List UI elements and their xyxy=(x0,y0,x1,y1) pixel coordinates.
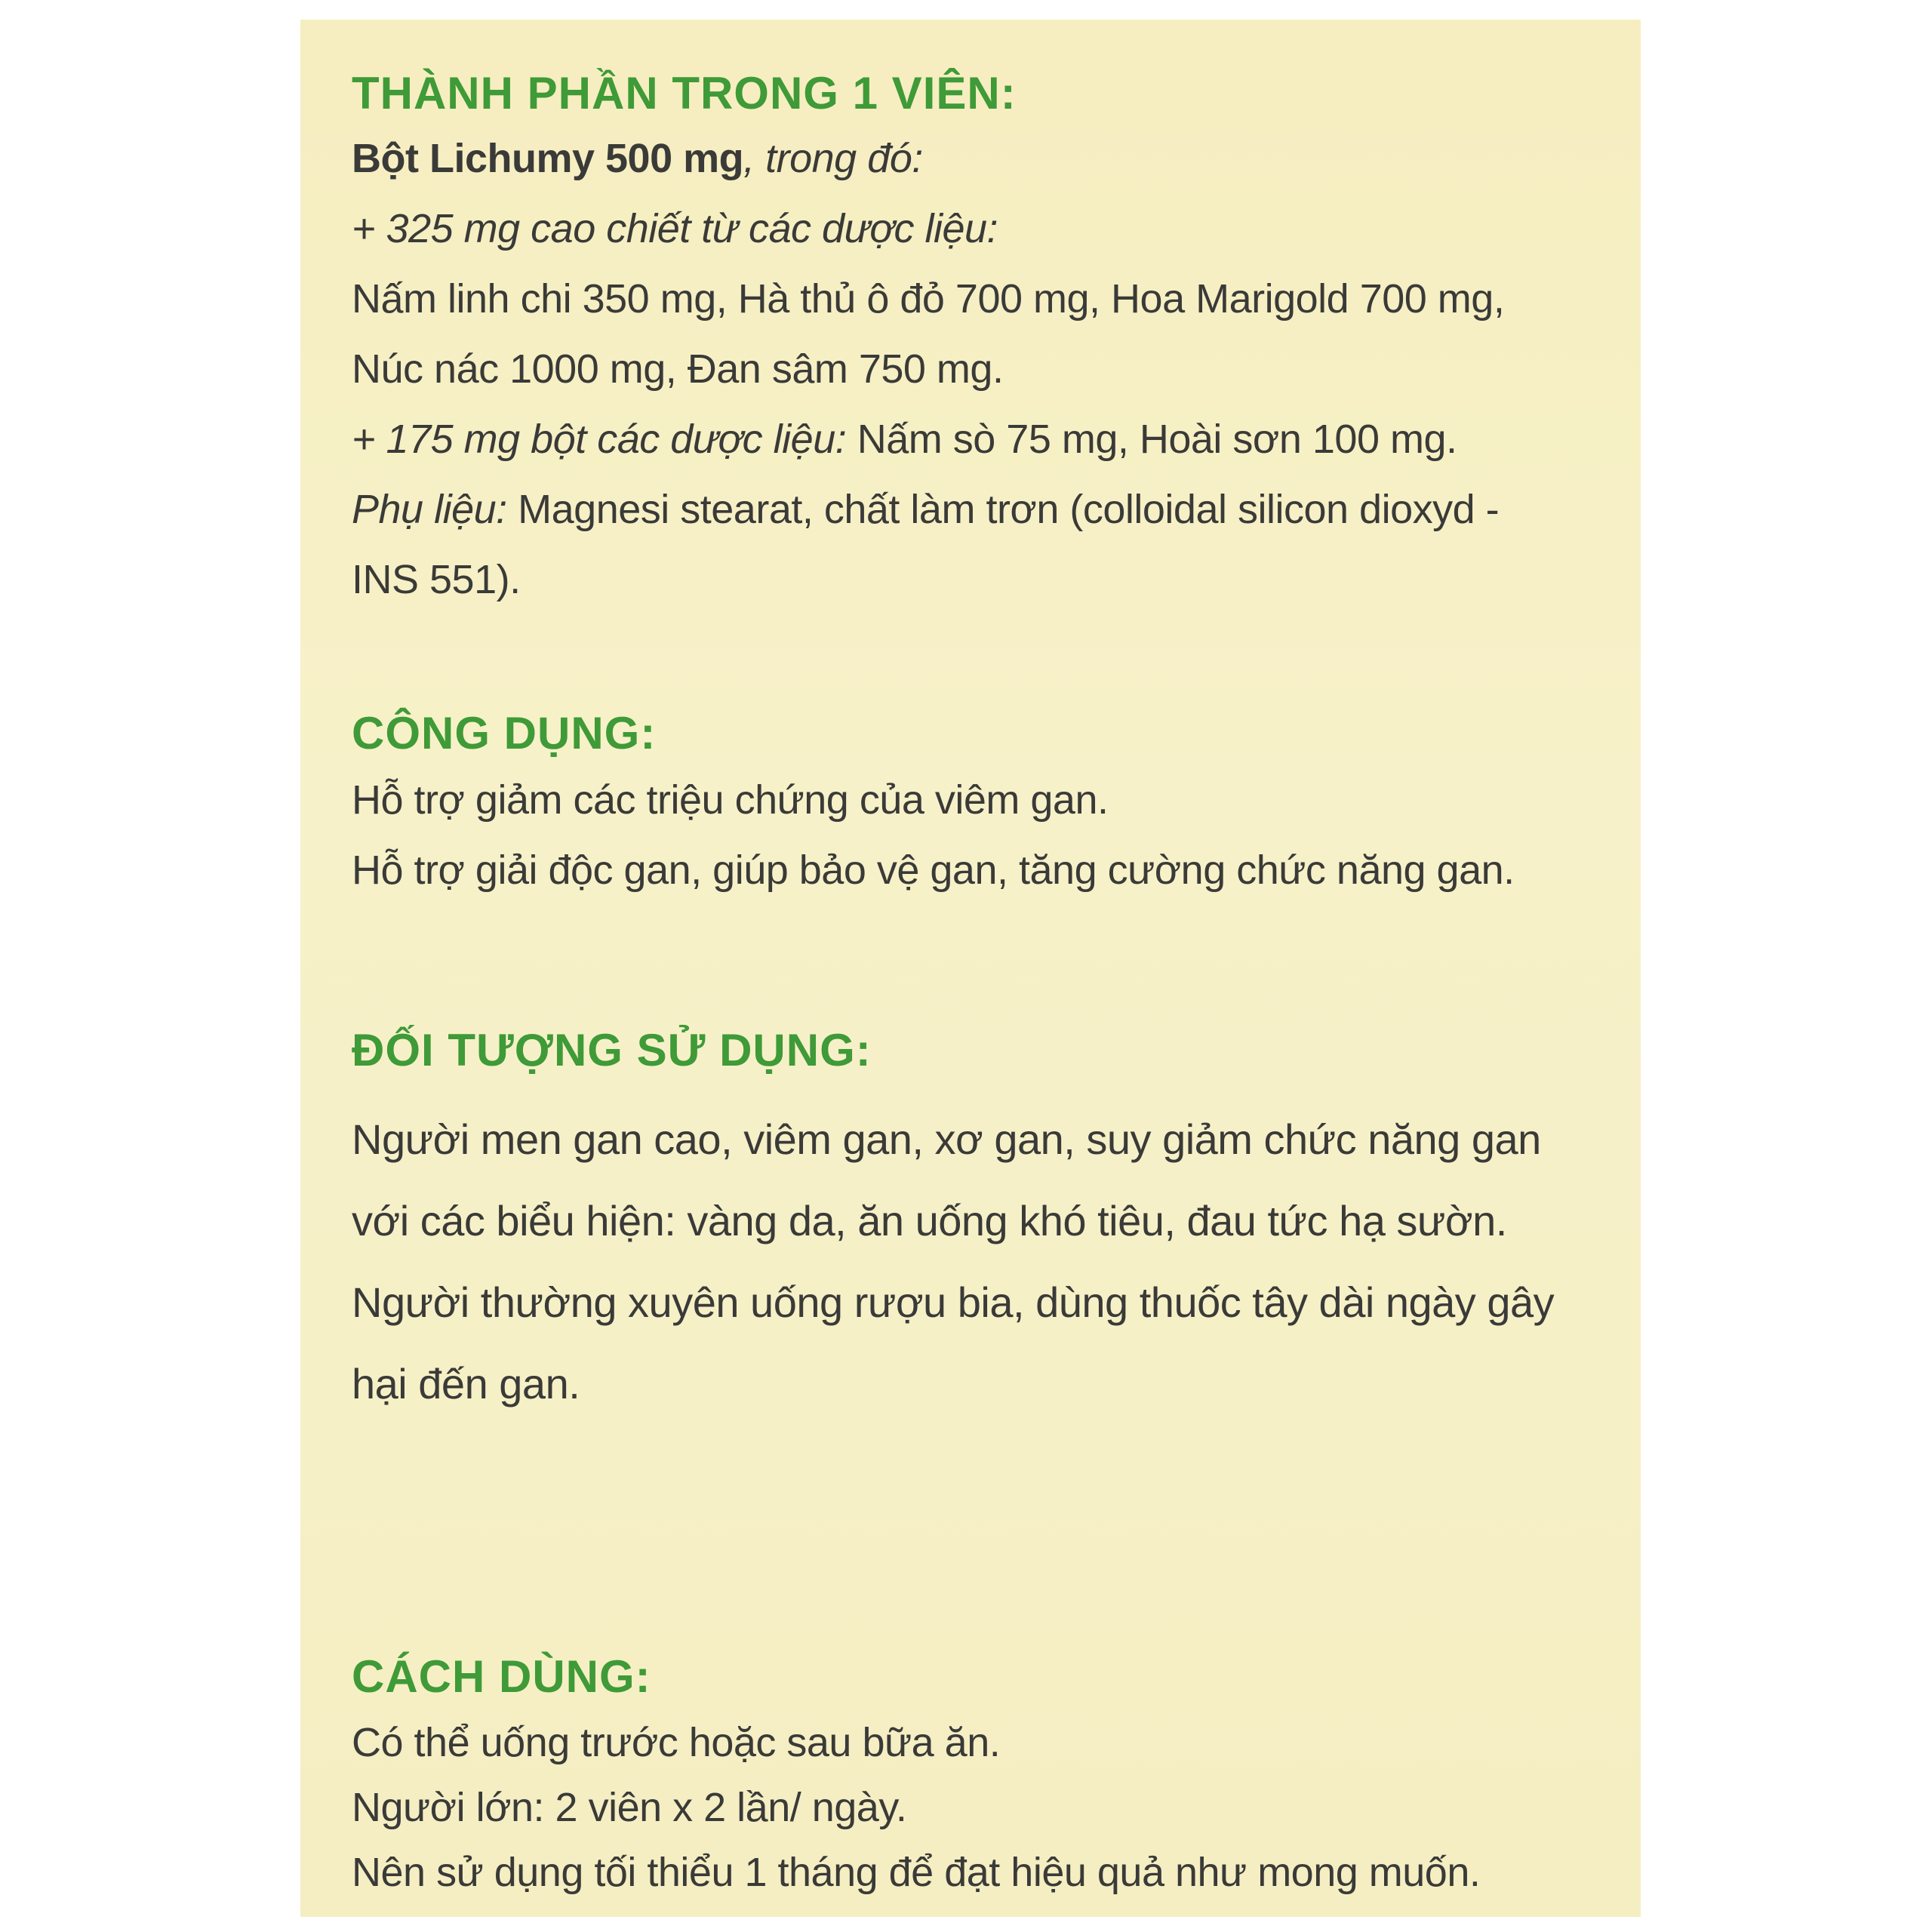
target-users-body xyxy=(352,1099,1623,1425)
ingredient-line: Núc nác 1000 mg, Đan sâm 750 mg. xyxy=(352,346,1004,392)
usage-line: Nên sử dụng tối thiểu 1 tháng để đạt hiệu quả như mong muốn. xyxy=(352,1850,1481,1895)
usage-body xyxy=(352,1710,1623,1905)
uses-line: Hỗ trợ giải độc gan, giúp bảo vệ gan, tăng cường chức năng gan. xyxy=(352,848,1515,893)
ingredient-line xyxy=(352,475,1623,545)
usage-line: Có thể uống trước hoặc sau bữa ăn. xyxy=(352,1720,1001,1765)
ingredient-note: , trong đó: xyxy=(743,136,923,181)
ingredients-body xyxy=(352,124,1623,615)
ingredient-line xyxy=(352,124,1623,194)
main-ingredient: Bột Lichumy 500 mg xyxy=(352,136,744,181)
target-line: hại đến gan. xyxy=(352,1360,580,1407)
uses-body xyxy=(352,765,1623,906)
ingredients-section xyxy=(352,66,1623,615)
target-users-heading: ĐỐI TƯỢNG SỬ DỤNG: xyxy=(352,1025,872,1075)
target-line: Người thường xuyên uống rượu bia, dùng thuốc tây dài ngày gây xyxy=(352,1278,1555,1326)
uses-heading: CÔNG DỤNG: xyxy=(352,708,657,758)
target-line: với các biểu hiện: vàng da, ăn uống khó tiêu, đau tức hạ sườn. xyxy=(352,1197,1507,1244)
uses-line: Hỗ trợ giảm các triệu chứng của viêm gan. xyxy=(352,777,1109,823)
ingredient-subheading: + 175 mg bột các dược liệu: xyxy=(352,417,847,462)
usage-section xyxy=(352,1650,1623,1905)
ingredient-line: INS 551). xyxy=(352,557,521,602)
target-line: Người men gan cao, viêm gan, xơ gan, suy giảm chức năng gan xyxy=(352,1115,1541,1163)
usage-line: Người lớn: 2 viên x 2 lần/ ngày. xyxy=(352,1785,907,1830)
ingredient-line xyxy=(352,405,1623,475)
uses-section xyxy=(352,706,1623,906)
ingredients-heading: THÀNH PHẦN TRONG 1 VIÊN: xyxy=(352,68,1017,118)
product-info-panel xyxy=(300,20,1641,1917)
excipients-detail: Magnesi stearat, chất làm trơn (colloidal silicon dioxyd - xyxy=(506,487,1500,532)
ingredient-line: Nấm linh chi 350 mg, Hà thủ ô đỏ 700 mg, Hoa Marigold 700 mg, xyxy=(352,276,1505,321)
excipients-label: Phụ liệu: xyxy=(352,487,507,532)
ingredient-line: + 325 mg cao chiết từ các dược liệu: xyxy=(352,206,998,251)
target-users-section xyxy=(352,1023,1623,1425)
usage-heading: CÁCH DÙNG: xyxy=(352,1651,651,1702)
ingredient-detail: Nấm sò 75 mg, Hoài sơn 100 mg. xyxy=(846,417,1457,462)
